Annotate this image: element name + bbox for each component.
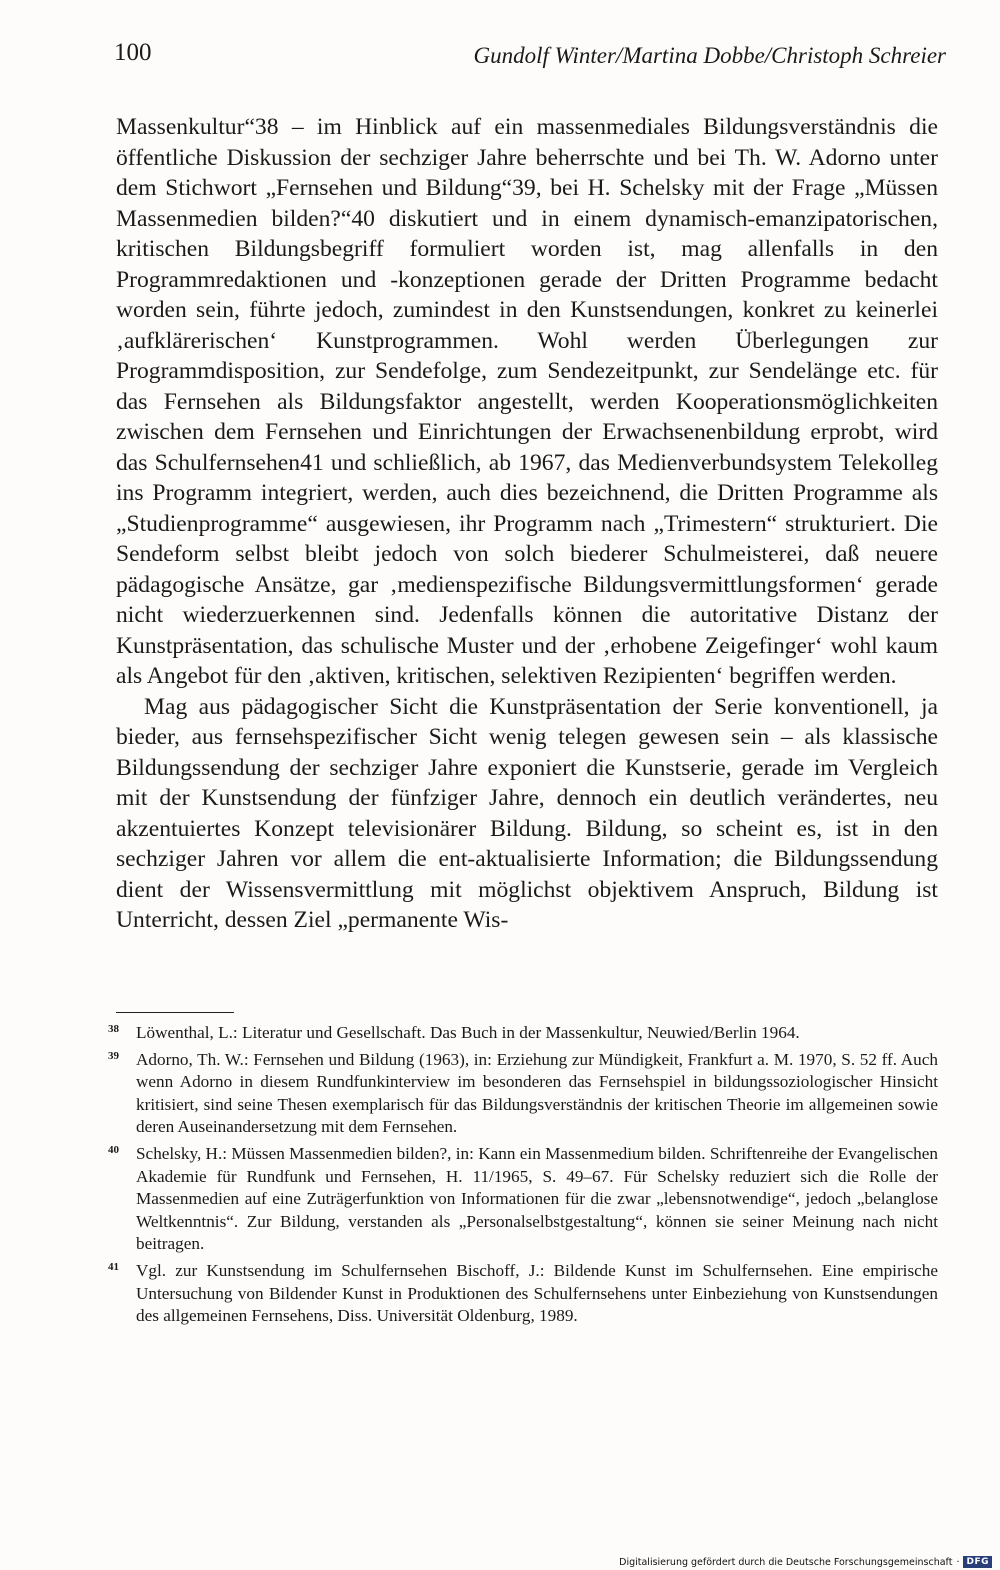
footnote-text: Löwenthal, L.: Literatur und Gesellschaft. Das Buch in der Massenkultur, Neuwied/Berlin 1964.: [136, 1023, 800, 1042]
footnote: [108, 1260, 938, 1328]
digitization-credit: Digitalisierung gefördert durch die Deutsche Forschungsgemeinschaft · DFG: [619, 1556, 992, 1568]
footnote-mark: 38: [108, 1023, 119, 1035]
running-head: Gundolf Winter/Martina Dobbe/Christoph Schreier: [473, 43, 946, 68]
footnotes: [108, 1022, 938, 1332]
body-text: [116, 112, 938, 936]
footnote-mark: 39: [108, 1049, 119, 1062]
footnote-text: Vgl. zur Kunstsendung im Schulfernsehen Bischoff, J.: Bildende Kunst im Schulfernsehen. Eine empirische Untersuchung von Bildender Kunst in Produktionen des Schulfernsehens unter Einbeziehung von Kunstsendungen des allgemeinen Fernsehens, Diss. Universität Oldenburg, 1989.: [136, 1260, 938, 1326]
footnote-mark: 40: [108, 1143, 119, 1156]
page-number: 100: [114, 39, 152, 66]
credit-text: Digitalisierung gefördert durch die Deutsche Forschungsgemeinschaft: [619, 1556, 953, 1568]
footnote: [108, 1049, 938, 1139]
paragraph: Massenkultur“38 – im Hinblick auf ein massenmediales Bildungsverständnis die öffentliche Diskussion der sechziger Jahre beherrschte und bei Th. W. Adorno unter dem Stichwort „Fernsehen und Bildung“39, bei H. Schelsky mit der Frage „Müssen Massenmedien bilden?“40 diskutiert und in einem dynamisch-emanzipatorischen, kritischen Bildungsbegriff formuliert worden ist, mag allenfalls in den Programmredaktionen und -konzeptionen gerade der Dritten Programme bedacht worden sein, führte jedoch, zumindest in den Kunstsendungen, konkret zu keinerlei ‚aufklärerischen‘ Kunstprogrammen. Wohl werden Überlegungen zur Programmdisposition, zur Sendefolge, zum Sendezeitpunkt, zur Sendelänge etc. für das Fernsehen als Bildungsfaktor angestellt, werden Kooperationsmöglichkeiten zwischen dem Fernsehen und Einrichtungen der Erwachsenenbildung erprobt, wird das Schulfernsehen41 und schließlich, ab 1967, das Medienverbundsystem Telekolleg ins Programm integriert, werden, auch dies bezeichnend, die Dritten Programme als „Studienprogramme“ ausgewiesen, ihr Programm nach „Trimestern“ strukturiert. Die Sendeform selbst bleibt jedoch von solch biederer Schulmeisterei, daß neuere pädagogische Ansätze, gar ‚medienspezifische Bildungsvermittlungsformen‘ gerade nicht wiederzuerkennen sind. Jedenfalls können die autoritative Distanz der Kunstpräsentation, das schulische Muster und der ‚erhobene Zeigefinger‘ wohl kaum als Angebot für den ‚aktiven, kritischen, selektiven Rezipienten‘ begriffen werden.: [116, 114, 938, 689]
dfg-logo-icon: DFG: [963, 1556, 992, 1568]
footnote-rule: [116, 1012, 234, 1013]
footnote-text: Adorno, Th. W.: Fernsehen und Bildung (1963), in: Erziehung zur Mündigkeit, Frankfurt a. M. 1970, S. 52 ff. Auch wenn Adorno in diesem Rundfunkinterview im besonderen das Fernsehspiel in bildungssoziologischer Hinsicht kritisiert, sind seine Thesen exemplarisch für das Bildungsverständnis der kritischen Theorie im allgemeinen sowie deren Auseinandersetzung mit dem Fernsehen.: [136, 1049, 938, 1137]
footnote: [108, 1022, 938, 1045]
footnote: [108, 1143, 938, 1256]
footnote-text: Schelsky, H.: Müssen Massenmedien bilden?, in: Kann ein Massenmedium bilden. Schriftenreihe der Evangelischen Akademie für Rundfunk und Fernsehen, H. 11/1965, S. 49–67. Für Schelsky reduziert sich die Rolle der Massenmedien auf eine Zuträgerfunktion von Informationen für die zwar „lebensnotwendige“, jedoch „belanglose Weltkenntnis“. Zur Bildung, verstanden als „Personalselbstgestaltung“, können sie seiner Meinung nach nicht beitragen.: [136, 1143, 938, 1254]
footnote-mark: 41: [108, 1260, 119, 1273]
paragraph: Mag aus pädagogischer Sicht die Kunstpräsentation der Serie konventionell, ja bieder, aus fernsehspezifischer Sicht wenig telegen gewesen sein – als klassische Bildungssendung der sechziger Jahre exponiert die Kunstserie, gerade im Vergleich mit der Kunstsendung der fünfziger Jahre, dennoch ein deutlich verändertes, neu akzentuiertes Konzept televisionärer Bildung. Bildung, so scheint es, ist in den sechziger Jahren vor allem die ent-aktualisierte Information; die Bildungssendung dient der Wissensvermittlung mit möglichst objektivem Anspruch, Bildung ist Unterricht, dessen Ziel „permanente Wis-: [116, 693, 938, 933]
